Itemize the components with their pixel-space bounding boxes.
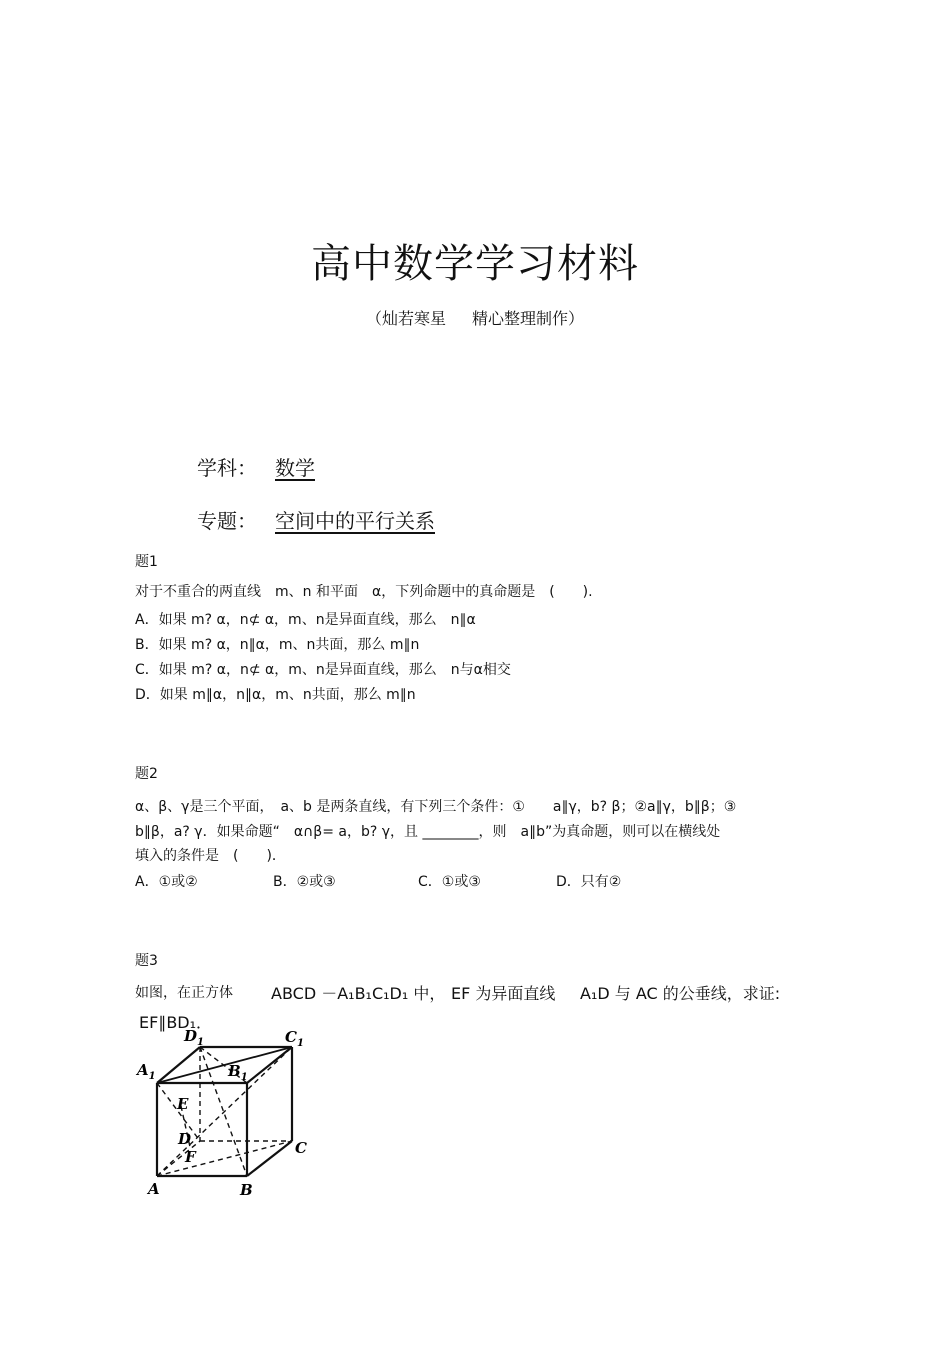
label-d1: $D_1$ [184, 1027, 204, 1048]
q2-label: 题2 [135, 766, 158, 782]
q2-line-2: b∥β，a? γ．如果命题“ α∩β= a，b? γ，且 ________，则 a∥b”为真命题，则可以在横线处 [135, 824, 721, 840]
subject-row [197, 452, 315, 481]
q2-options [135, 871, 735, 891]
q3-text-intro: 如图，在正方体 [135, 985, 233, 1001]
label-a: A [148, 1180, 160, 1198]
document-title: 高中数学学习材料 [311, 241, 639, 287]
topic-value: 空间中的平行关系 [275, 509, 435, 533]
cube-figure [130, 1026, 320, 1201]
q3-text-ef: EF 为异面直线 [451, 984, 556, 1003]
q1-option-d: D．如果 m∥α，n∥α，m、n共面，那么 m∥n [135, 687, 416, 703]
q1-option-a: A．如果 m? α，n⊄ α，m、n是异面直线，那么 n∥α [135, 612, 476, 628]
q1-option-c: C．如果 m? α，n⊄ α，m、n是异面直线，那么 n与α相交 [135, 662, 511, 678]
q1-option-b: B．如果 m? α，n∥α，m、n共面，那么 m∥n [135, 637, 420, 653]
label-e: E [177, 1095, 189, 1113]
subtitle-author: （灿若寒星 [365, 309, 446, 328]
q2-option-b: B．②或③ [273, 874, 336, 890]
label-b1: $B_1$ [228, 1062, 248, 1083]
q2-option-c: C．①或③ [418, 874, 481, 890]
label-a1: $A_1$ [137, 1061, 156, 1082]
q2-option-d: D．只有② [556, 874, 622, 890]
label-c1: $C_1$ [285, 1028, 304, 1049]
label-c: C [295, 1139, 307, 1157]
q3-text-cube: ABCD －A₁B₁C₁D₁ 中， [271, 984, 446, 1003]
label-f: F [185, 1148, 196, 1166]
topic-row [197, 505, 435, 534]
subject-value: 数学 [275, 456, 315, 480]
topic-label: 专题： [197, 509, 257, 533]
q2-line-3: 填入的条件是 ( )． [135, 848, 286, 864]
q3-line-1 [135, 982, 795, 1002]
q3-line-2: EF∥BD₁． [139, 1013, 213, 1032]
q2-line-1: α、β、γ是三个平面， a、b 是两条直线，有下列三个条件：① a∥γ，b? β；②a∥γ，b∥β；③ [135, 799, 737, 815]
q1-stem: 对于不重合的两直线 m、n 和平面 α，下列命题中的真命题是 ( ). [135, 584, 593, 600]
q3-text-goal: A₁D 与 AC 的公垂线，求证: [580, 984, 781, 1003]
subject-label: 学科： [197, 456, 257, 480]
subtitle-note: 精心整理制作） [472, 309, 585, 328]
q3-label: 题3 [135, 953, 158, 969]
q2-option-a: A．①或② [135, 874, 198, 890]
q1-label: 题1 [135, 554, 158, 570]
label-d: D [178, 1130, 192, 1148]
label-b: B [240, 1181, 253, 1199]
document-subtitle [0, 306, 950, 329]
